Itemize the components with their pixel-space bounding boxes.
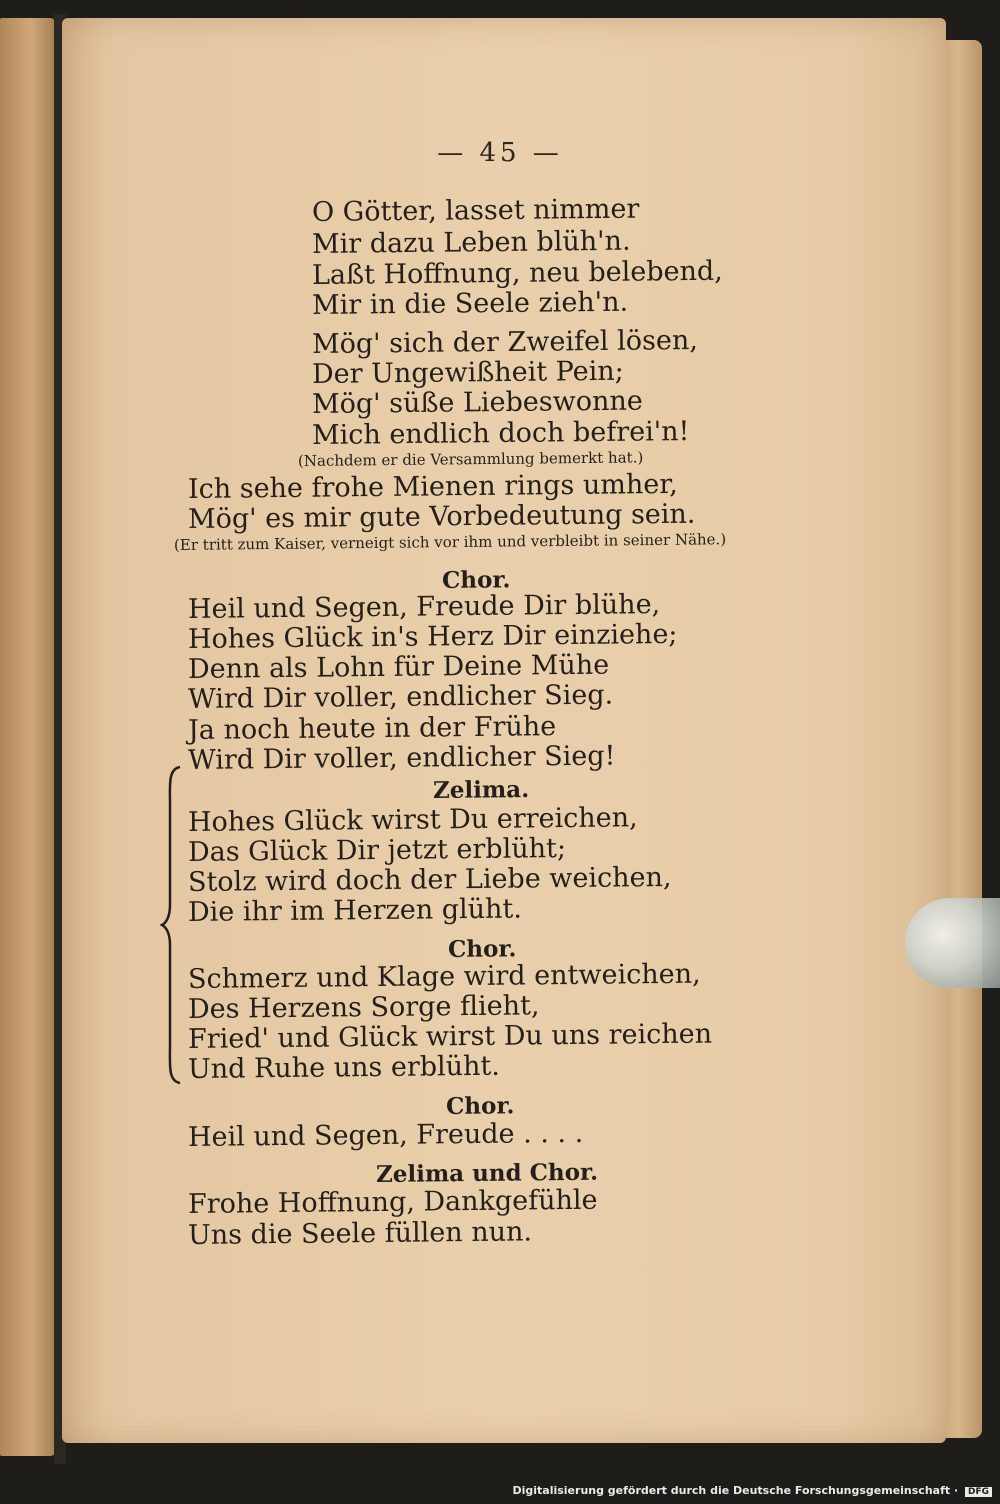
speaker-heading: Zelima und Chor. (375, 1158, 599, 1188)
verse-line: Mir dazu Leben blüh'n. (311, 225, 631, 260)
verse-line: Mög' süße Liebeswonne (311, 385, 643, 420)
paper-clip (905, 898, 1000, 988)
verse-line: Der Ungewißheit Pein; (311, 355, 624, 390)
verse-line: Mög' sich der Zweifel lösen, (311, 324, 699, 360)
verse-line: Denn als Lohn für Deine Mühe (187, 649, 610, 685)
speaker-heading: Zelima. (432, 775, 530, 804)
verse-line: Heil und Segen, Freude Dir blühe, (187, 589, 661, 625)
verse-line: Die ihr im Herzen glüht. (187, 893, 523, 928)
verse-line: Frohe Hoffnung, Dankgefühle (187, 1184, 598, 1220)
verse-line: Laßt Hoffnung, neu belebend, (311, 255, 723, 291)
dfg-logo: DFG (965, 1487, 992, 1497)
speaker-heading: Chor. (447, 935, 517, 963)
stage-direction: (Nachdem er die Versammlung bemerkt hat.) (297, 448, 644, 470)
verse-line: Schmerz und Klage wird entweichen, (187, 958, 701, 995)
speaker-heading: Chor. (441, 566, 511, 594)
verse-line: Wird Dir voller, endlicher Sieg. (187, 679, 614, 715)
footer-credit (512, 1484, 992, 1497)
verse-line: Des Herzens Sorge flieht, (187, 990, 540, 1025)
verse-line: Fried' und Glück wirst Du uns reichen (187, 1018, 713, 1055)
verse-line: Heil und Segen, Freude . . . . (187, 1117, 584, 1153)
verse-line: Hohes Glück in's Herz Dir einziehe; (187, 618, 678, 655)
right-page-stack (942, 40, 982, 1438)
verse-line: Ja noch heute in der Frühe (187, 711, 557, 746)
verse-line: Ich sehe frohe Mienen rings umher, (187, 468, 678, 505)
verse-line: Mir in die Seele zieh'n. (311, 286, 629, 321)
left-page-edge (0, 18, 56, 1456)
speaker-heading: Chor. (445, 1092, 515, 1120)
verse-line: Das Glück Dir jetzt erblüht; (187, 833, 567, 868)
verse-line: Uns die Seele füllen nun. (187, 1216, 533, 1251)
curly-brace (160, 765, 184, 1085)
verse-line: Hohes Glück wirst Du erreichen, (187, 802, 638, 838)
verse-line: Mög' es mir gute Vorbedeutung sein. (187, 498, 696, 535)
stage-direction: (Er tritt zum Kaiser, verneigt sich vor ihm und verbleibt in seiner Nähe.) (173, 530, 727, 554)
verse-line: O Götter, lasset nimmer (311, 193, 640, 228)
verse-line: Stolz wird doch der Liebe weichen, (187, 861, 672, 898)
page-number: — 45 — (437, 138, 563, 168)
verse-line: Wird Dir voller, endlicher Sieg! (187, 740, 616, 776)
verse-line: Mich endlich doch befrei'n! (311, 416, 690, 451)
footer-text: Digitalisierung gefördert durch die Deutsche Forschungsgemeinschaft · (512, 1484, 959, 1497)
verse-line: Und Ruhe uns erblüht. (187, 1050, 501, 1085)
